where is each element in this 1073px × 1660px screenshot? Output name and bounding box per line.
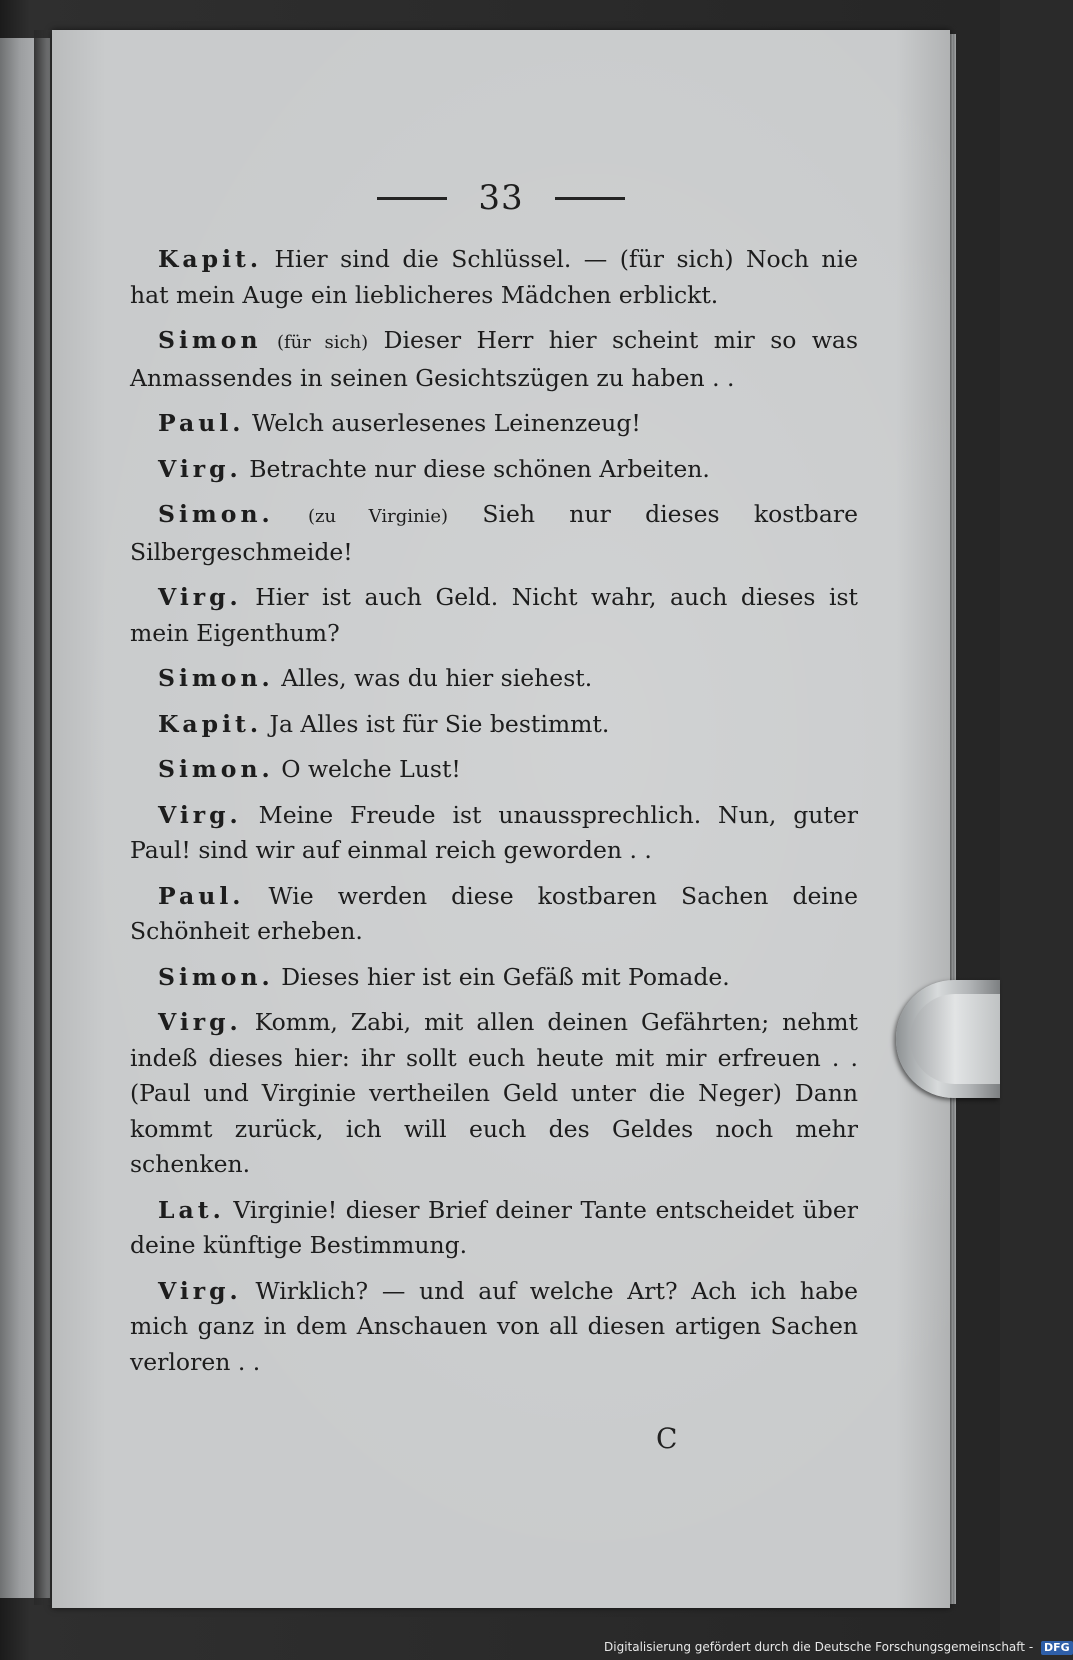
speaker-name: Virg.: [158, 454, 242, 483]
dialogue-line: Wirklich? — und auf welche Art? Ach ich habe mich ganz in dem Anschauen von all diesen artigen Sachen verloren . .: [130, 1276, 858, 1376]
dialogue-line: Hier sind die Schlüssel. — (für sich) Noch nie hat mein Auge ein lieblicheres Mädchen erblickt.: [130, 245, 858, 309]
speaker-name: Simon.: [158, 962, 274, 991]
dialogue-paragraph: [130, 1005, 858, 1183]
dialogue-text: [130, 242, 858, 1390]
speaker-name: Kapit.: [158, 245, 263, 273]
speaker-name: Lat.: [158, 1195, 225, 1224]
dialogue-paragraph: [130, 1274, 858, 1381]
dialogue-paragraph: [130, 580, 858, 651]
stage-direction: (zu Virginie): [308, 506, 449, 527]
speaker-name: Paul.: [158, 409, 245, 437]
dialogue-line: Betrachte nur diese schönen Arbeiten.: [249, 454, 710, 483]
speaker-name: Simon.: [158, 755, 274, 783]
dfg-logo-icon: DFG: [1041, 1641, 1073, 1655]
dialogue-paragraph: [130, 242, 858, 313]
speaker-name: Virg.: [158, 800, 242, 829]
page-clip: [896, 980, 1000, 1098]
dialogue-paragraph: [130, 497, 858, 570]
dialogue-line: Ja Alles ist für Sie bestimmt.: [269, 709, 610, 738]
stage-direction: (für sich): [276, 332, 369, 353]
speaker-name: Simon: [158, 326, 262, 354]
speaker-name: Simon.: [158, 664, 274, 692]
dialogue-paragraph: [130, 406, 858, 442]
speaker-name: Kapit.: [158, 709, 263, 738]
dialogue-paragraph: [130, 707, 858, 743]
dialogue-paragraph: [130, 661, 858, 697]
speaker-name: Virg.: [158, 1276, 242, 1305]
speaker-name: Paul.: [158, 881, 245, 910]
dialogue-line: Welch auserlesenes Leinenzeug!: [251, 409, 641, 437]
signature-mark: C: [656, 1422, 678, 1455]
dialogue-line: Dieser Herr hier scheint mir so was Anmassendes in seinen Gesichtszügen zu haben . .: [130, 326, 859, 392]
dialogue-line: Alles, was du hier siehest.: [281, 664, 593, 692]
page-number: 33: [478, 178, 524, 218]
dialogue-paragraph: [130, 798, 858, 869]
header-rule-left: [377, 197, 447, 200]
dialogue-line: Dieses hier ist ein Gefäß mit Pomade.: [281, 962, 730, 991]
dialogue-paragraph: [130, 323, 858, 396]
speaker-name: Virg.: [158, 583, 242, 611]
header-rule-right: [555, 197, 625, 200]
dialogue-line: Meine Freude ist unaussprechlich. Nun, guter Paul! sind wir auf einmal reich geworden . .: [130, 800, 858, 864]
dialogue-paragraph: [130, 752, 858, 788]
dialogue-line: Wie werden diese kostbaren Sachen deine Schönheit erheben.: [130, 881, 858, 945]
speaker-name: Virg.: [158, 1008, 242, 1036]
dialogue-line: O welche Lust!: [281, 755, 461, 783]
page-clip-highlight: [910, 994, 1000, 1084]
dialogue-paragraph: [130, 1193, 858, 1264]
dialogue-line: Hier ist auch Geld. Nicht wahr, auch dieses ist mein Eigenthum?: [130, 583, 858, 647]
speaker-name: Simon.: [158, 500, 274, 528]
page-header: [52, 178, 950, 218]
dialogue-paragraph: [130, 879, 858, 950]
dialogue-paragraph: [130, 960, 858, 996]
dialogue-line: Virginie! dieser Brief deiner Tante entscheidet über deine künftige Bestimmung.: [130, 1195, 858, 1259]
dialogue-paragraph: [130, 452, 858, 488]
dialogue-line: Komm, Zabi, mit allen deinen Gefährten; nehmt indeß dieses hier: ihr sollt euch heute mit mir erfreuen . . (Paul und Virginie vertheilen Geld unter die Neger) Dann kommt zurück, ich will euch des Geldes noch mehr schenken.: [130, 1008, 858, 1178]
credit-text: Digitalisierung gefördert durch die Deutsche Forschungsgemeinschaft -: [604, 1640, 1034, 1654]
book-page: [52, 30, 950, 1608]
digitization-credit: [604, 1640, 1073, 1660]
dialogue-line: Sieh nur dieses kostbare Silbergeschmeide!: [130, 500, 858, 566]
